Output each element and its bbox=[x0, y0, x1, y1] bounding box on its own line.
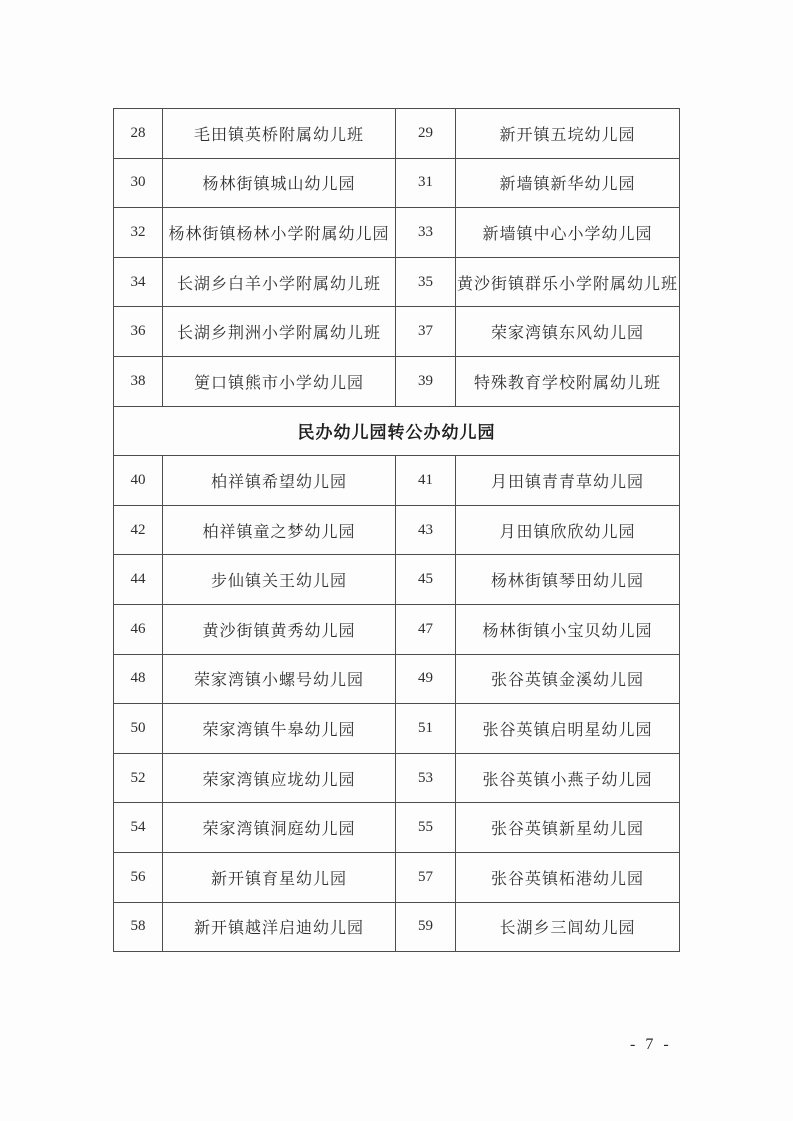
kindergarten-name-cell: 步仙镇关王幼儿园 bbox=[163, 555, 396, 604]
row-number-cell: 43 bbox=[396, 506, 456, 555]
table-row bbox=[114, 356, 679, 406]
row-number-cell: 39 bbox=[396, 357, 456, 406]
kindergarten-name-cell: 长湖乡白羊小学附属幼儿班 bbox=[163, 258, 396, 307]
kindergarten-table bbox=[113, 108, 680, 952]
row-number-cell: 49 bbox=[396, 655, 456, 704]
row-number-cell: 37 bbox=[396, 307, 456, 356]
row-number-cell: 42 bbox=[114, 506, 163, 555]
section-header: 民办幼儿园转公办幼儿园 bbox=[114, 406, 679, 456]
table-row bbox=[114, 654, 679, 704]
kindergarten-name-cell: 新开镇育星幼儿园 bbox=[163, 853, 396, 902]
page-number: - 7 - bbox=[630, 1036, 672, 1053]
kindergarten-name-cell: 杨林街镇琴田幼儿园 bbox=[490, 573, 644, 591]
kindergarten-name-cell: 新墙镇新华幼儿园 bbox=[499, 176, 636, 194]
row-number-cell: 50 bbox=[114, 704, 163, 753]
table-row bbox=[114, 109, 679, 158]
row-number-cell: 40 bbox=[114, 456, 163, 505]
kindergarten-name-cell: 筻口镇熊市小学幼儿园 bbox=[163, 357, 396, 406]
table-row bbox=[114, 902, 679, 952]
kindergarten-name-cell: 黄沙街镇群乐小学附属幼儿班 bbox=[456, 275, 678, 293]
row-number-cell: 53 bbox=[396, 754, 456, 803]
kindergarten-name-cell: 新开镇五垸幼儿园 bbox=[499, 126, 636, 144]
row-number-cell: 30 bbox=[114, 159, 163, 208]
kindergarten-name-cell: 杨林街镇杨林小学附属幼儿园 bbox=[163, 208, 396, 257]
kindergarten-name-cell: 特殊教育学校附属幼儿班 bbox=[473, 374, 661, 392]
table-row bbox=[114, 455, 679, 505]
row-number-cell: 58 bbox=[114, 903, 163, 952]
row-number-cell: 59 bbox=[396, 903, 456, 952]
kindergarten-name-cell: 荣家湾镇应垅幼儿园 bbox=[163, 754, 396, 803]
kindergarten-name-cell: 柏祥镇希望幼儿园 bbox=[163, 456, 396, 505]
kindergarten-name-cell: 荣家湾镇东风幼儿园 bbox=[490, 325, 644, 343]
table-row bbox=[114, 158, 679, 208]
row-number-cell: 55 bbox=[396, 803, 456, 852]
row-number-cell: 54 bbox=[114, 803, 163, 852]
row-number-cell: 51 bbox=[396, 704, 456, 753]
kindergarten-name-cell: 黄沙街镇黄秀幼儿园 bbox=[163, 605, 396, 654]
row-number-cell: 41 bbox=[396, 456, 456, 505]
row-number-cell: 36 bbox=[114, 307, 163, 356]
row-number-cell: 38 bbox=[114, 357, 163, 406]
row-number-cell: 46 bbox=[114, 605, 163, 654]
kindergarten-name-cell: 荣家湾镇牛皋幼儿园 bbox=[163, 704, 396, 753]
row-number-cell: 56 bbox=[114, 853, 163, 902]
row-number-cell: 31 bbox=[396, 159, 456, 208]
kindergarten-name-cell: 月田镇欣欣幼儿园 bbox=[499, 523, 636, 541]
kindergarten-name-cell: 杨林街镇城山幼儿园 bbox=[163, 159, 396, 208]
table-row bbox=[114, 703, 679, 753]
table-row bbox=[114, 554, 679, 604]
row-number-cell: 52 bbox=[114, 754, 163, 803]
table-row bbox=[114, 753, 679, 803]
row-number-cell: 48 bbox=[114, 655, 163, 704]
kindergarten-name-cell: 新墙镇中心小学幼儿园 bbox=[482, 225, 653, 243]
kindergarten-name-cell: 张谷英镇金溪幼儿园 bbox=[490, 672, 644, 690]
table-row bbox=[114, 505, 679, 555]
table-row bbox=[114, 852, 679, 902]
kindergarten-name-cell: 长湖乡荆洲小学附属幼儿班 bbox=[163, 307, 396, 356]
row-number-cell: 35 bbox=[396, 258, 456, 307]
kindergarten-name-cell: 月田镇青青草幼儿园 bbox=[490, 473, 644, 491]
kindergarten-name-cell: 荣家湾镇洞庭幼儿园 bbox=[163, 803, 396, 852]
table-row bbox=[114, 604, 679, 654]
kindergarten-name-cell: 张谷英镇启明星幼儿园 bbox=[482, 721, 653, 739]
kindergarten-name-cell: 杨林街镇小宝贝幼儿园 bbox=[482, 622, 653, 640]
kindergarten-name-cell: 毛田镇英桥附属幼儿班 bbox=[163, 109, 396, 158]
kindergarten-name-cell: 张谷英镇新星幼儿园 bbox=[490, 821, 644, 839]
kindergarten-name-cell: 新开镇越洋启迪幼儿园 bbox=[163, 903, 396, 952]
row-number-cell: 28 bbox=[114, 109, 163, 158]
row-number-cell: 45 bbox=[396, 555, 456, 604]
kindergarten-name-cell: 长湖乡三闾幼儿园 bbox=[499, 920, 636, 938]
row-number-cell: 44 bbox=[114, 555, 163, 604]
table-row bbox=[114, 802, 679, 852]
kindergarten-name-cell: 张谷英镇柘港幼儿园 bbox=[490, 870, 644, 888]
row-number-cell: 32 bbox=[114, 208, 163, 257]
row-number-cell: 29 bbox=[396, 109, 456, 158]
row-number-cell: 57 bbox=[396, 853, 456, 902]
row-number-cell: 47 bbox=[396, 605, 456, 654]
kindergarten-name-cell: 柏祥镇童之梦幼儿园 bbox=[163, 506, 396, 555]
row-number-cell: 33 bbox=[396, 208, 456, 257]
kindergarten-name-cell: 荣家湾镇小螺号幼儿园 bbox=[163, 655, 396, 704]
table-row bbox=[114, 306, 679, 356]
kindergarten-name-cell: 张谷英镇小燕子幼儿园 bbox=[482, 771, 653, 789]
table-row bbox=[114, 257, 679, 307]
table-row bbox=[114, 207, 679, 257]
row-number-cell: 34 bbox=[114, 258, 163, 307]
